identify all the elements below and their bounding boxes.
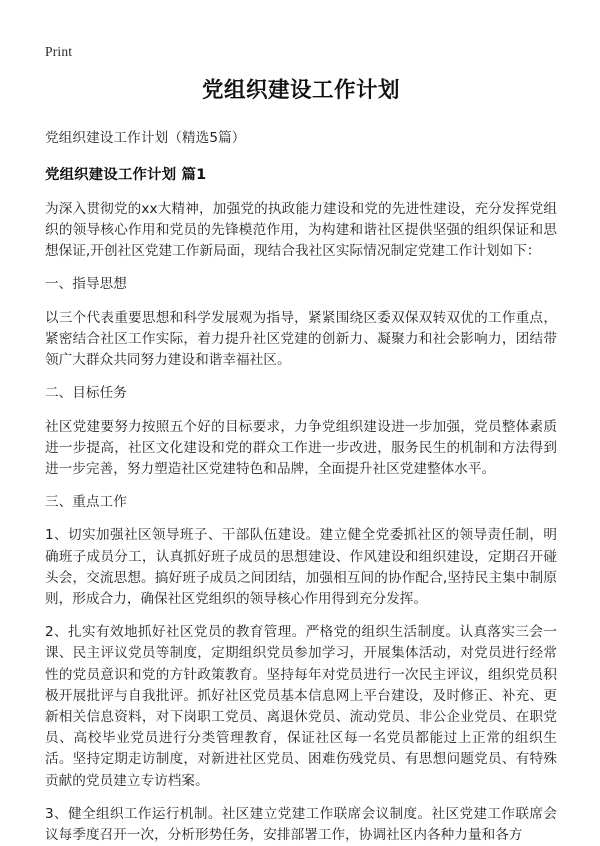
section-heading-3: 三、重点工作 [45, 494, 127, 511]
document-body [45, 78, 557, 846]
section-heading-1: 一、指导思想 [45, 276, 127, 293]
article-heading: 党组织建设工作计划 篇1 [45, 166, 207, 183]
document-subtitle: 党组织建设工作计划（精选5篇） [45, 129, 246, 146]
intro-paragraph: 为深入贯彻党的xx大精神，加强党的执政能力建设和党的先进性建设，充分发挥党组织的领导核心作用和党员的先锋模范作用，为构建和谐社区提供坚强的组织保证和思想保证,开创社区党建工作新局面，现结合我社区实际情况制定党建工作计划如下： [45, 200, 557, 260]
page-title: 党组织建设工作计划 [201, 78, 400, 103]
section-body-2: 社区党建要努力按照五个好的目标要求，力争党组织建设进一步加强，党员整体素质进一步提高，社区文化建设和党的群众工作进一步改进，服务民生的机制和方法得到进一步完善，努力塑造社区党建特色和品牌，全面提升社区党建整体水平。 [45, 418, 557, 477]
print-button[interactable]: Print [45, 44, 73, 59]
section-body-1: 以三个代表重要思想和科学发展观为指导，紧紧围绕区委双保双转双优的工作重点，紧密结合社区工作实际，着力提升社区党建的创新力、凝聚力和社会影响力，团结带领广大群众共同努力建设和谐幸福社区。 [45, 309, 557, 369]
print-bar [45, 43, 72, 59]
list-item-3: 3、健全组织工作运行机制。社区建立党建工作联席会议制度。社区党建工作联席会议每季度召开一次，分析形势任务，安排部署工作，协调社区内各种力量和各方 [45, 805, 557, 843]
list-item-2: 2、扎实有效地抓好社区党员的教育管理。严格党的组织生活制度。认真落实三会一课、民主评议党员等制度，定期组织党员参加学习，开展集体活动，对党员进行经常性的党员意识和党的方针政策教育。坚持每年对党员进行一次民主评议，组织党员积极开展批评与自我批评。抓好社区党员基本信息网上平台建设，及时修正、补充、更新相关信息资料，对下岗职工党员、离退休党员、流动党员、非公企业党员、在职党员、高校毕业党员进行分类管理教育，保证社区每一名党员都能过上正常的组织生活。坚持定期走访制度，对新进社区党员、困难伤残党员、有思想问题党员、有特殊贡献的党员建立专访档案。 [45, 624, 557, 789]
list-item-1: 1、切实加强社区领导班子、干部队伍建设。建立健全党委抓社区的领导责任制，明确班子成员分工，认真抓好班子成员的思想建设、作风建设和组织建设，定期召开碰头会，交流思想。搞好班子成员之间团结，加强相互间的协作配合,坚持民主集中制原则，形成合力，确保社区党组织的领导核心作用得到充分发挥。 [45, 527, 557, 607]
section-heading-2: 二、目标任务 [45, 385, 127, 402]
